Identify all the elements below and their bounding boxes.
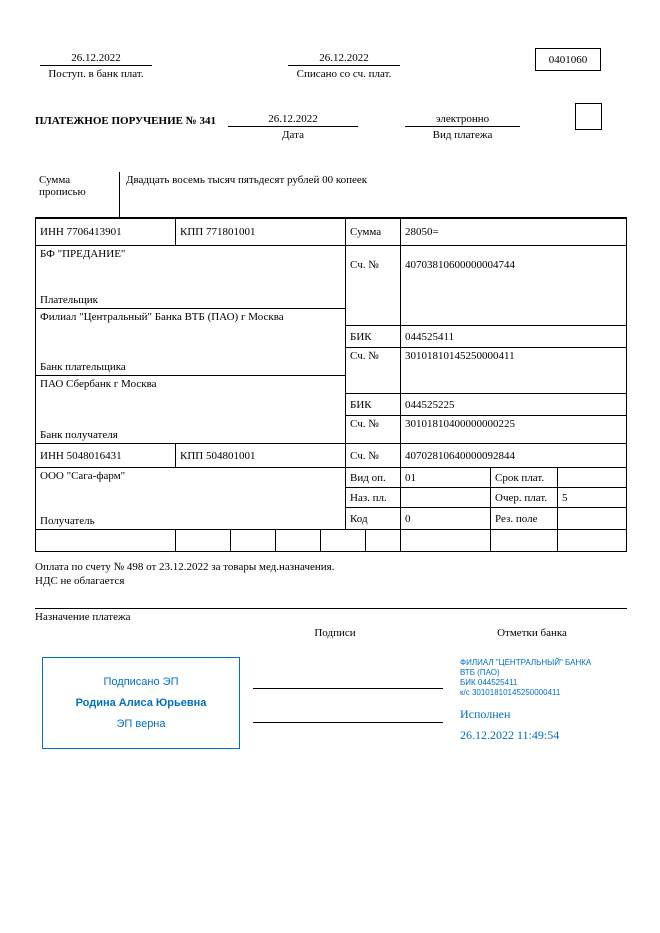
doc-date-label: Дата <box>282 129 304 141</box>
bank-stamp-status: Исполнен <box>460 707 511 721</box>
doc-date-block <box>228 113 358 141</box>
payer-bank-bik-label: БИК <box>346 326 401 347</box>
payer-account-value: 40703810600000004744 <box>405 259 515 271</box>
priority-label: Очер. плат. <box>491 488 558 507</box>
e-signature-signer-name: Родина Алиса Юрьевна <box>75 697 207 709</box>
priority-value: 5 <box>562 491 568 504</box>
payer-bank-account-value: 30101810145250000411 <box>405 350 515 362</box>
payer-inn-cell: ИНН 7706413901 <box>36 219 176 245</box>
payment-table-left <box>36 219 346 529</box>
debited-date-block <box>288 52 400 80</box>
signature-line-2 <box>253 722 443 723</box>
payer-bank-bik-value: 044525411 <box>405 330 455 343</box>
payer-status-box <box>575 103 602 130</box>
received-date: 26.12.2022 <box>40 52 152 66</box>
e-signature-stamp <box>42 657 240 749</box>
purpose-text <box>35 560 627 588</box>
tax-field-cell <box>231 530 276 551</box>
receiver-bank-bik-value: 044525225 <box>405 398 455 411</box>
sum-value-cell: 28050= <box>405 226 439 238</box>
tax-field-cell <box>366 530 401 551</box>
code-value: 0 <box>401 508 491 529</box>
purpose-code-label: Наз. пл. <box>346 488 401 507</box>
payment-kind-block <box>405 113 520 141</box>
payer-bank-account-label: Сч. № <box>346 348 401 393</box>
doc-date-value: 26.12.2022 <box>228 113 358 127</box>
payment-table <box>35 218 627 552</box>
form-code: 0401060 <box>548 53 588 66</box>
payer-bank-name: Филиал "Центральный" Банка ВТБ (ПАО) г Москва <box>40 311 284 323</box>
payer-name: БФ "ПРЕДАНИЕ" <box>40 248 126 260</box>
purpose-label: Назначение платежа <box>35 611 131 623</box>
payment-table-right <box>346 219 626 529</box>
payer-kpp-cell: КПП 771801001 <box>180 226 256 238</box>
received-date-block <box>40 52 152 80</box>
e-signature-valid-label: ЭП верна <box>116 718 166 730</box>
pay-term-label: Срок плат. <box>491 468 558 487</box>
receiver-account-label: Сч. № <box>346 444 401 467</box>
tax-field-cell <box>36 530 176 551</box>
receiver-bank-bik-label: БИК <box>346 394 401 415</box>
payment-kind-label: Вид платежа <box>432 129 493 141</box>
purpose-line-2: НДС не облагается <box>35 575 125 587</box>
amount-in-words-label: Сумма прописью <box>35 172 120 217</box>
reserve-value <box>558 508 626 529</box>
purpose-line-1: Оплата по счету № 498 от 23.12.2022 за товары мед.назначения. <box>35 561 335 573</box>
received-date-label: Поступ. в банк плат. <box>48 68 144 80</box>
reserve-label: Рез. поле <box>491 508 558 529</box>
payment-kind-value: электронно <box>405 113 520 127</box>
tax-field-cell <box>321 530 366 551</box>
bank-marks-label: Отметки банка <box>497 627 567 639</box>
tax-field-cell <box>401 530 491 551</box>
signature-line-1 <box>253 688 443 689</box>
bank-stamp-line-3: БИК 044525411 <box>460 678 518 687</box>
bank-stamp-line-4: к/с 30101810145250000411 <box>460 688 561 697</box>
debited-date: 26.12.2022 <box>288 52 400 66</box>
receiver-account-value: 40702810640000092844 <box>405 449 515 462</box>
op-kind-value: 01 <box>401 468 491 487</box>
payer-bank-label: Банк плательщика <box>40 361 126 373</box>
bank-execution-stamp <box>460 658 627 743</box>
bank-stamp-line-1: ФИЛИАЛ "ЦЕНТРАЛЬНЫЙ" БАНКА <box>460 658 592 667</box>
receiver-name: ООО "Сага-фарм" <box>40 470 126 482</box>
document-title: ПЛАТЕЖНОЕ ПОРУЧЕНИЕ № 341 <box>35 115 217 127</box>
tax-field-cell <box>491 530 558 551</box>
sum-label-cell: Сумма <box>346 219 401 245</box>
receiver-label: Получатель <box>40 515 95 527</box>
receiver-bank-account-label: Сч. № <box>346 416 401 443</box>
code-label: Код <box>346 508 401 529</box>
tax-field-cell <box>276 530 321 551</box>
e-signature-signed-label: Подписано ЭП <box>103 676 179 688</box>
pay-term-value <box>558 468 626 487</box>
receiver-bank-label: Банк получателя <box>40 429 118 441</box>
payer-label: Плательщик <box>40 294 98 306</box>
tax-field-cell <box>176 530 231 551</box>
bank-stamp-line-2: ВТБ (ПАО) <box>460 668 500 677</box>
form-code-box <box>535 48 601 71</box>
receiver-kpp-cell: КПП 504801001 <box>180 449 256 462</box>
purpose-underline <box>35 608 627 609</box>
purpose-code-value <box>401 488 491 507</box>
op-kind-label: Вид оп. <box>346 468 401 487</box>
amount-in-words-value: Двадцать восемь тысяч пятьдесят рублей 00 копеек <box>126 174 368 186</box>
receiver-bank-account-value: 30101810400000000225 <box>405 418 515 430</box>
payer-account-label: Сч. № <box>346 246 401 325</box>
receiver-bank-name: ПАО Сбербанк г Москва <box>40 378 157 390</box>
tax-fields-row <box>36 529 626 551</box>
signatures-label: Подписи <box>314 627 356 639</box>
debited-date-label: Списано со сч. плат. <box>296 68 392 80</box>
receiver-inn-cell: ИНН 5048016431 <box>36 444 176 467</box>
bank-stamp-datetime: 26.12.2022 11:49:54 <box>460 728 560 742</box>
amount-in-words-row <box>35 172 627 218</box>
tax-field-cell <box>558 530 626 551</box>
